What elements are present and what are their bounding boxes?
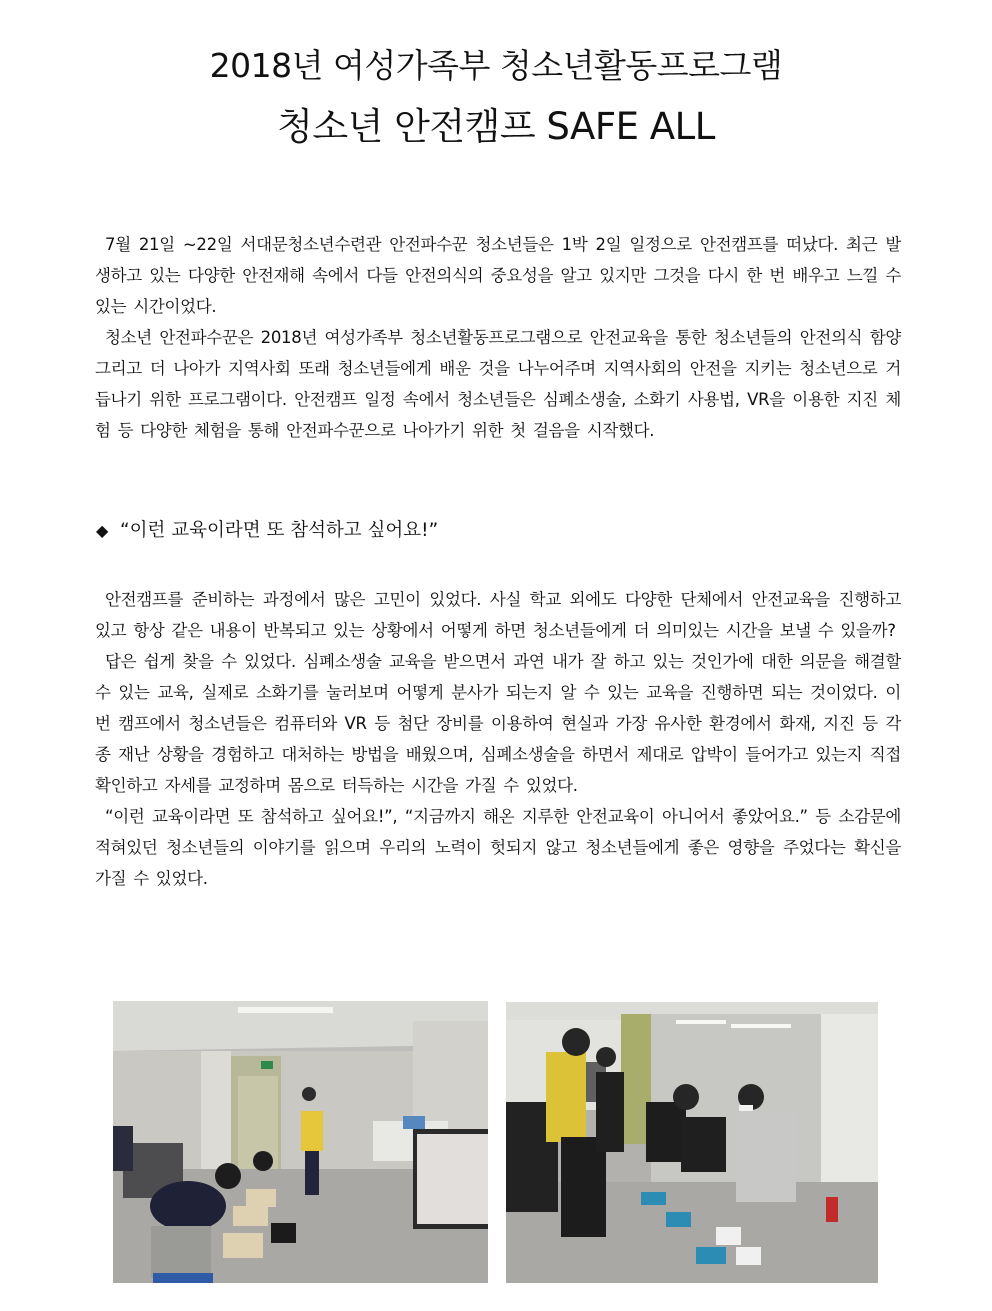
vr-scene-image: [506, 1002, 878, 1283]
photo-vr-experience: [506, 1002, 878, 1283]
body-paragraph: 안전캠프를 준비하는 과정에서 많은 고민이 있었다. 사실 학교 외에도 다양한 단체에서 안전교육을 진행하고 있고 항상 같은 내용이 반복되고 있는 상황에서 어떻게 하면 청소년들에게 더 의미있는 시간을 보낼 수 있을까?: [95, 590, 901, 640]
intro-section: [95, 229, 901, 446]
diamond-bullet-icon: ◆: [96, 521, 109, 540]
section-heading-text: “이런 교육이라면 또 참석하고 싶어요!”: [120, 520, 439, 541]
body-paragraph: “이런 교육이라면 또 참석하고 싶어요!”, “지금까지 해온 지루한 안전교육이 아니어서 좋았어요.” 등 소감문에 적혀있던 청소년들의 이야기를 읽으며 우리의 노력이 헛되지 않고 청소년들에게 좋은 영향을 주었다는 확신을 가질 수 있었다.: [95, 807, 901, 888]
document-subtitle: 청소년 안전캠프 SAFE ALL: [277, 105, 715, 148]
body-paragraph: 답은 쉽게 찾을 수 있었다. 심폐소생술 교육을 받으면서 과연 내가 잘 하고 있는 것인가에 대한 의문을 해결할 수 있는 교육, 실제로 소화기를 눌러보며 어떻게 분사가 되는지 알 수 있는 교육을 진행하면 되는 것이었다. 이번 캠프에서 청소년들은 컴퓨터와 VR 등 첨단 장비를 이용하여 현실과 가장 유사한 환경에서 화재, 지진 등 각종 재난 상황을 경험하고 대처하는 방법을 배웠으며, 심폐소생술을 하면서 제대로 압박이 들어가고 있는지 직접 확인하고 자세를 교정하며 몸으로 터득하는 시간을 가질 수 있었다.: [95, 652, 901, 795]
body-section: [95, 584, 901, 894]
document-title: 2018년 여성가족부 청소년활동프로그램: [209, 46, 783, 85]
section-heading: [96, 516, 438, 546]
intro-paragraph: 청소년 안전파수꾼은 2018년 여성가족부 청소년활동프로그램으로 안전교육을 통한 청소년들의 안전의식 함양 그리고 더 나아가 지역사회 또래 청소년들에게 배운 것을 나누어주며 지역사회의 안전을 지키는 청소년으로 거듭나기 위한 프로그램이다. 안전캠프 일정 속에서 청소년들은 심폐소생술, 소화기 사용법, VR을 이용한 지진 체험 등 다양한 체험을 통해 안전파수꾼으로 나아가기 위한 첫 걸음을 시작했다.: [95, 328, 901, 440]
intro-paragraph: 7월 21일 ~22일 서대문청소년수련관 안전파수꾼 청소년들은 1박 2일 일정으로 안전캠프를 떠났다. 최근 발생하고 있는 다양한 안전재해 속에서 다들 안전의식의 중요성을 알고 있지만 그것을 다시 한 번 배우고 느낄 수 있는 시간이었다.: [95, 235, 901, 316]
photo-cpr-training: [113, 1001, 488, 1283]
cpr-scene-image: [113, 1001, 488, 1283]
